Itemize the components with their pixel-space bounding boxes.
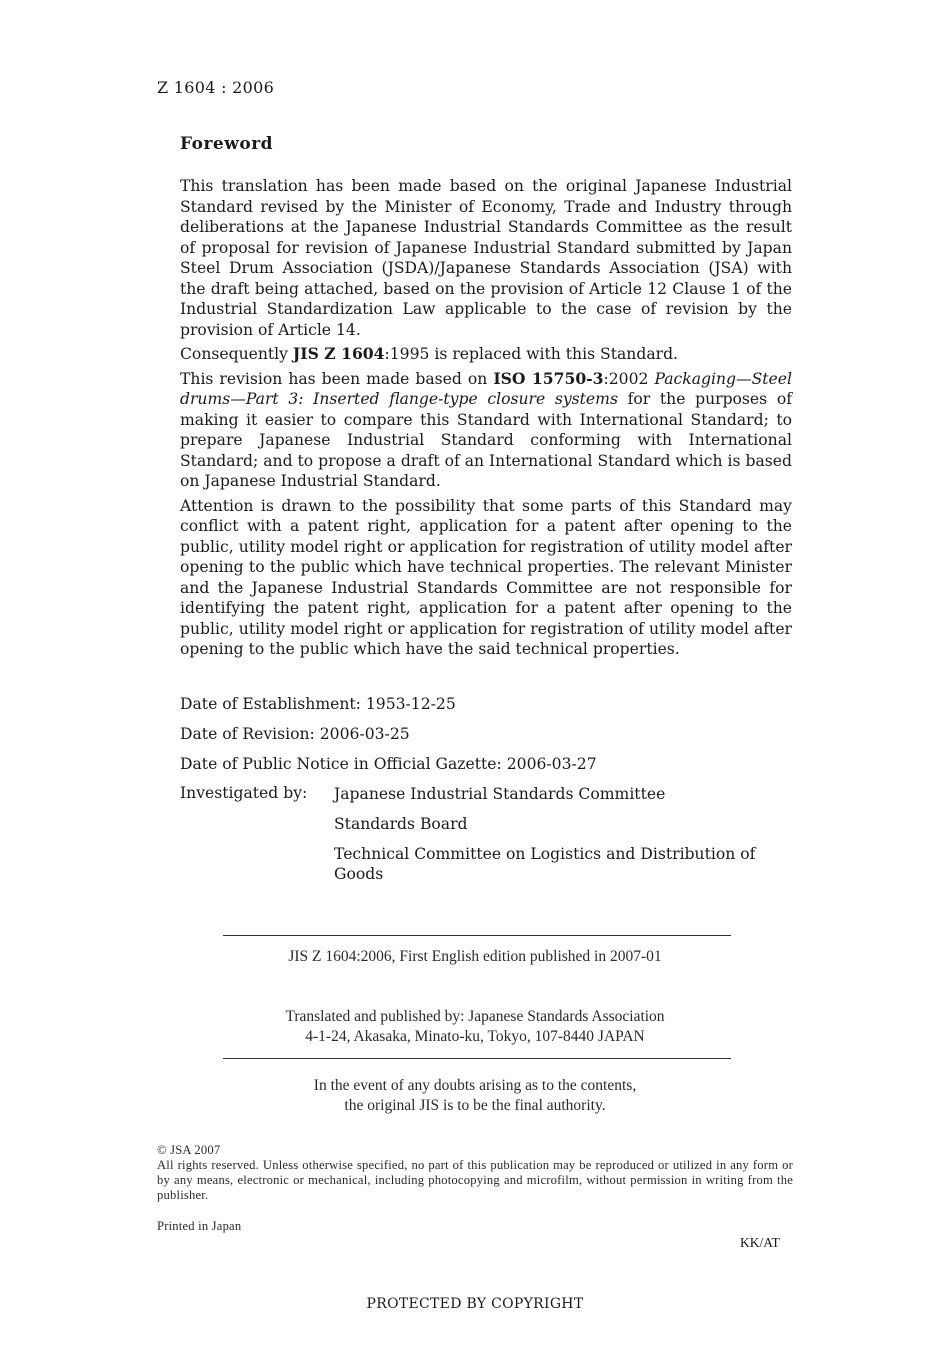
investigators-list xyxy=(334,784,800,884)
foreword-paragraph-1: This translation has been made based on the original Japanese Industrial Standard revised by the Minister of Economy, Trade and Industry through deliberations at the Japanese Industrial Standards Committee as the result of proposal for revision of Japanese Industrial Standard submitted by Japan Steel Drum Association (JSDA)/Japanese Standards Association (JSA) with the draft being attached, based on the provision of Article 12 Clause 1 of the Industrial Standardization Law applicable to the case of revision by the provision of Article 14. xyxy=(180,177,792,339)
investigator-item: Standards Board xyxy=(334,815,468,833)
foreword-paragraph-2 xyxy=(180,344,792,365)
investigated-by xyxy=(180,784,800,884)
foreword-title: Foreword xyxy=(180,134,274,154)
footer-code: KK/AT xyxy=(740,1235,780,1250)
protected-by-copyright: PROTECTED BY COPYRIGHT xyxy=(366,1296,584,1312)
edition-text: JIS Z 1604:2006, First English edition published in 2007-01 xyxy=(288,948,662,965)
para3-iso-ref: ISO 15750-3 xyxy=(493,368,604,388)
foreword-body xyxy=(180,176,792,664)
copyright-notice: © JSA 2007 xyxy=(157,1143,221,1157)
publisher-block xyxy=(200,1007,750,1047)
foreword-paragraph-4: Attention is drawn to the possibility that some parts of this Standard may conflict with a patent right, application for a patent after opening to the public, utility model right or application for registration of utility model after opening to the public which have technical properties. The relevant Minister and the Japanese Industrial Standards Committee are not responsible for identifying the patent right, application for a patent after opening to the public, utility model right or application for registration of utility model after opening to the public which have the said technical properties. xyxy=(180,496,792,658)
divider-top xyxy=(223,935,731,936)
investigator-item: Technical Committee on Logistics and Distribution of Goods xyxy=(334,845,756,883)
date-of-revision: Date of Revision: 2006-03-25 xyxy=(180,725,410,743)
publisher-line-1: Translated and published by: Japanese Standards Association xyxy=(285,1008,665,1025)
investigator-item: Japanese Industrial Standards Committee xyxy=(334,785,666,803)
authority-line-2: the original JIS is to be the final authority. xyxy=(344,1097,606,1114)
edition-line xyxy=(200,947,750,967)
authority-note xyxy=(200,1076,750,1116)
date-of-establishment: Date of Establishment: 1953-12-25 xyxy=(180,695,456,713)
publisher-address: 4-1-24, Akasaka, Minato-ku, Tokyo, 107-8440 JAPAN xyxy=(305,1028,645,1045)
standard-header: Z 1604 : 2006 xyxy=(157,78,275,97)
para2-pre: Consequently xyxy=(180,345,293,363)
para3-mid: :2002 xyxy=(603,369,655,388)
rights-block xyxy=(157,1143,793,1203)
para3-post: for the purposes of making it easier to compare this Standard with International Standard; to prepare Japanese Industrial Standard conforming with International Standard; and to propose a draft of an International Standard which is based on Japanese Industrial Standard. xyxy=(180,390,792,490)
para2-post: :1995 is replaced with this Standard. xyxy=(384,345,679,363)
rights-text: All rights reserved. Unless otherwise specified, no part of this publication may be reproduced or utilized in any form or by any means, electronic or mechanical, including photocopying and microfilm, without permission in writing from the publisher. xyxy=(157,1158,793,1202)
para3-pre: This revision has been made based on xyxy=(180,369,494,388)
foreword-paragraph-3 xyxy=(180,369,792,492)
dates-block xyxy=(180,694,800,884)
divider-bottom xyxy=(223,1058,731,1059)
date-of-public-notice: Date of Public Notice in Official Gazette: 2006-03-27 xyxy=(180,755,597,773)
printed-in: Printed in Japan xyxy=(157,1219,242,1233)
para2-standard-ref: JIS Z 1604 xyxy=(292,344,385,363)
authority-line-1: In the event of any doubts arising as to the contents, xyxy=(313,1077,637,1094)
para3-iso-title: Packaging—Steel drums—Part 3: Inserted flange-type closure systems xyxy=(180,369,792,408)
investigated-by-label: Investigated by: xyxy=(180,784,308,802)
